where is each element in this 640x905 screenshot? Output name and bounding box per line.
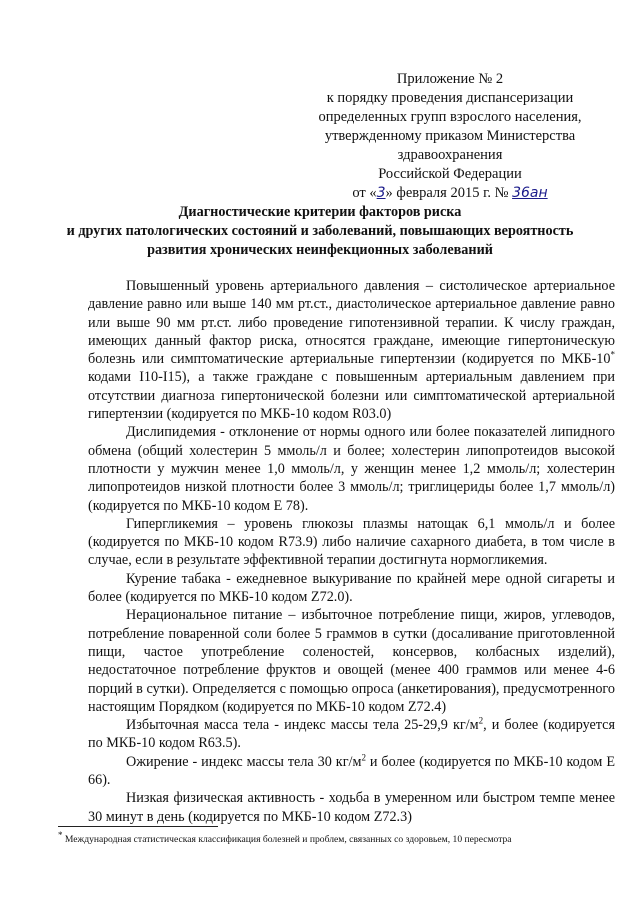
appendix-header (290, 70, 610, 203)
document-title (40, 203, 600, 260)
footnote (58, 829, 618, 846)
superscript: 2 (361, 751, 366, 762)
paragraph-text: Избыточная масса тела - индекс массы тела 25-29,9 кг/м (126, 717, 479, 734)
paragraph-text: и более (кодируется по МКБ-10 кодом Е 66). (88, 753, 615, 789)
footnote-text: Международная статистическая классификация болезней и проблем, связанных со здоровьем, 10 пересмотра (62, 834, 512, 845)
appendix-line: определенных групп взрослого населения, (318, 109, 582, 125)
date-day: 3 (376, 185, 386, 201)
paragraph-text: кодами I10-I15), а также граждане с повышенным артериальным давлением при отсутствии диагноза гипертонической болезни или симптоматической артериальной гипертензии (кодируется по МКБ-10 кодом R03.0) (88, 369, 615, 423)
title-line: Диагностические критерии факторов риска (178, 204, 462, 220)
appendix-date-line (290, 184, 610, 203)
title-line: и других патологических состояний и заболеваний, повышающих вероятность (66, 223, 574, 239)
title-line: развития хронических неинфекционных заболеваний (147, 242, 493, 258)
footnote-mark: * (58, 829, 63, 840)
paragraph-text: , и более (кодируется по МКБ-10 кодом R63.5). (88, 717, 615, 752)
appendix-line: Приложение № 2 (396, 71, 504, 87)
paragraph-text: Ожирение - индекс массы тела 30 кг/м (126, 753, 362, 770)
date-prefix: от « (352, 185, 377, 201)
document-body (88, 277, 615, 826)
appendix-line: утвержденному приказом Министерства (324, 128, 576, 144)
order-number: 36ан (512, 185, 548, 201)
paragraph-nutrition: Нерациональное питание – избыточное потребление пищи, жиров, углеводов, потребление поваренной соли более 5 граммов в сутки (досаливание приготовленной пищи, частое употребление соленостей, консервов, колбасных изделий), недостаточное потребление фруктов и овощей (менее 400 граммов или менее 4-6 порций в сутки). Определяется с помощью опроса (анкетирования), предусмотренного настоящим Порядком (кодируется по МКБ-10 кодом Z72.4) (88, 607, 615, 715)
footnote-divider (58, 826, 218, 827)
paragraph-smoking: Курение табака - ежедневное выкуривание по крайней мере одной сигареты и более (кодируется по МКБ-10 кодом Z72.0). (88, 570, 615, 606)
appendix-line: к порядку проведения диспансеризации (326, 90, 574, 106)
paragraph-overweight (88, 716, 615, 753)
paragraph-dyslipidemia: Дислипидемия - отклонение от нормы одного или более показателей липидного обмена (общий холестерин 5 ммоль/л и более; холестерин липопротеидов высокой плотности у мужчин менее 1,0 ммоль/л, у женщин менее 1,2 ммоль/л; холестерин липопротеидов низкой плотности более 3 ммоль/л; триглицериды более 1,7 ммоль/л) (кодируется по МКБ-10 кодом Е 78). (88, 424, 615, 514)
date-month-year: » февраля 2015 г. № (385, 185, 513, 201)
paragraph-hypertension (88, 277, 615, 423)
footnote-ref: * (610, 349, 615, 360)
appendix-line: здравоохранения (397, 147, 503, 163)
superscript: 2 (478, 715, 484, 726)
paragraph-obesity (88, 753, 615, 790)
paragraph-text: Повышенный уровень артериального давления – систолическое артериальное давление равно или выше 140 мм рт.ст., диастолическое артериальное давление равно или выше 90 мм рт.ст. либо проведение гипотензивной терапии. К числу граждан, имеющих данный фактор риска, относятся граждане, имеющие гипертоническую болезнь или симптоматические артериальные гипертензии (кодируется по МКБ-10 (88, 278, 615, 368)
paragraph-hyperglycemia: Гипергликемия – уровень глюкозы плазмы натощак 6,1 ммоль/л и более (кодируется по МКБ-10 кодом R73.9) либо наличие сахарного диабета, в том числе в случае, если в результате эффективной терапии достигнута нормогликемия. (88, 515, 615, 569)
paragraph-physical-activity: Низкая физическая активность - ходьба в умеренном или быстром темпе менее 30 минут в день (кодируется по МКБ-10 кодом Z72.3) (88, 790, 615, 825)
appendix-line: Российской Федерации (378, 166, 522, 182)
